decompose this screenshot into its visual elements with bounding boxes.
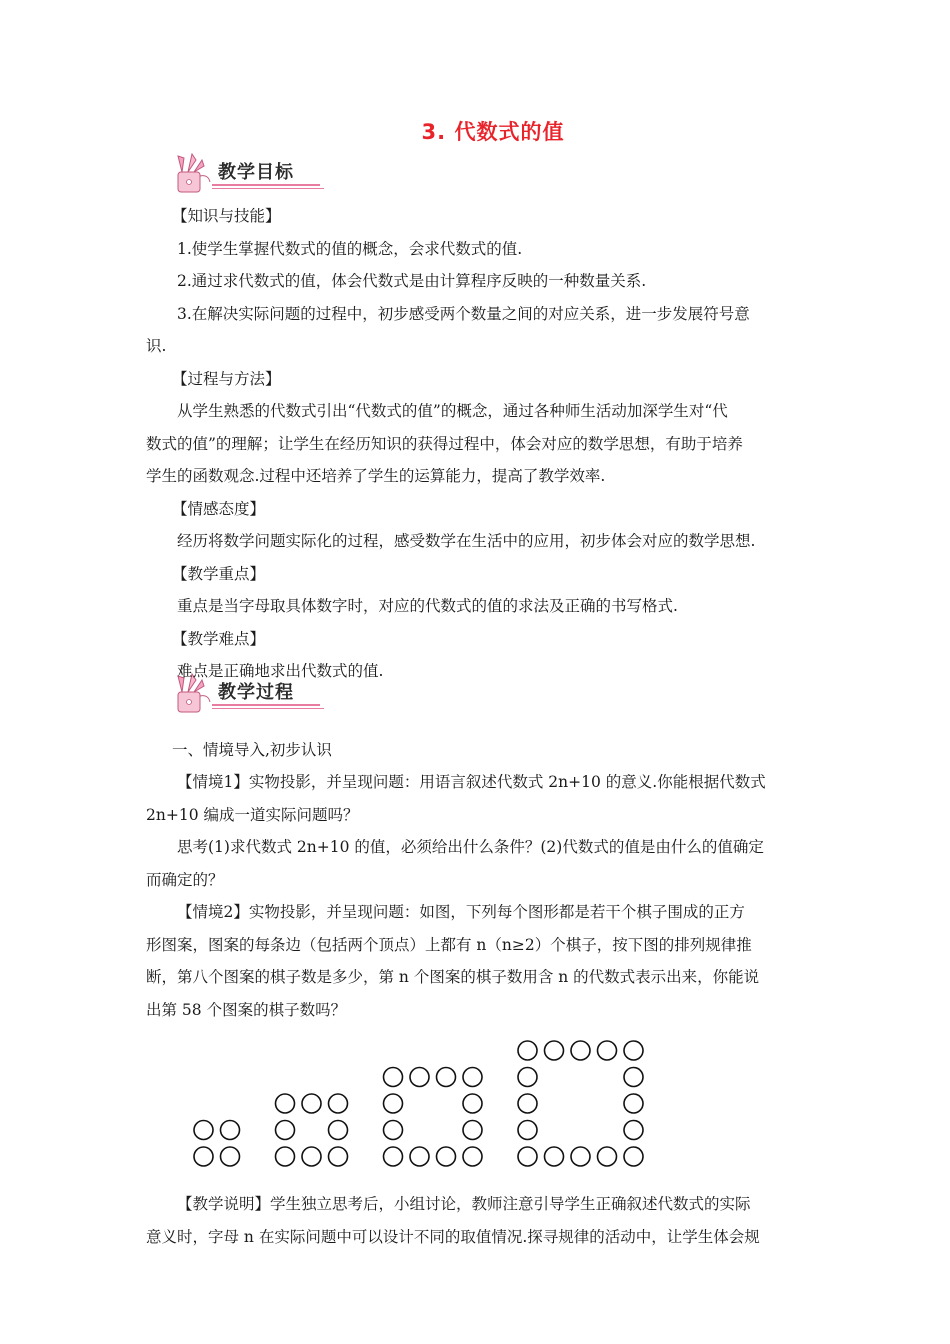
scenario-1-line-1: 【情境1】实物投影，并呈现问题：用语言叙述代数式 2n+10 的意义.你能根据代数式 <box>177 773 766 791</box>
chess-piece <box>194 1121 213 1140</box>
objectives-banner <box>172 152 332 198</box>
chess-piece <box>518 1147 537 1166</box>
chess-pattern-figure <box>146 1026 801 1186</box>
chess-piece <box>624 1094 643 1113</box>
scenario-1-line-2: 2n+10 编成一道实际问题吗？ <box>146 805 359 824</box>
chess-pattern-svg <box>182 1028 682 1178</box>
knowledge-item-2: 2.通过求代数式的值，体会代数式是由计算程序反映的一种数量关系. <box>177 272 647 290</box>
chess-piece <box>624 1147 643 1166</box>
chess-piece <box>221 1121 240 1140</box>
chess-piece <box>276 1121 295 1140</box>
pencil-cup-icon <box>172 152 218 198</box>
chess-piece <box>463 1068 482 1087</box>
scenario-2-line-4: 出第 58 个图案的棋子数吗？ <box>146 1000 347 1019</box>
method-paragraph-line-1: 从学生熟悉的代数式引出“代数式的值”的概念，通过各种师生活动加深学生对“代 <box>177 402 728 420</box>
difficulty-heading: 【教学难点】 <box>172 629 266 648</box>
chess-piece <box>545 1041 564 1060</box>
chess-pattern-n5 <box>518 1041 643 1166</box>
chess-piece <box>302 1094 321 1113</box>
method-heading: 【过程与方法】 <box>172 369 281 388</box>
chess-piece <box>437 1068 456 1087</box>
objectives-banner-label: 教学目标 <box>218 162 294 183</box>
knowledge-heading: 【知识与技能】 <box>172 207 281 225</box>
knowledge-item-1: 1.使学生掌握代数式的值的概念，会求代数式的值. <box>177 239 523 258</box>
emotion-paragraph: 经历将数学问题实际化的过程，感受数学在生活中的应用，初步体会对应的数学思想. <box>177 532 756 550</box>
chess-piece <box>329 1121 348 1140</box>
chess-piece <box>384 1121 403 1140</box>
chess-piece <box>302 1147 321 1166</box>
thinking-line-1: 思考(1)求代数式 2n+10 的值，必须给出什么条件？(2)代数式的值是由什么的值确定 <box>177 838 764 856</box>
key-point-heading: 【教学重点】 <box>172 564 266 583</box>
thinking-line-2: 而确定的？ <box>146 870 224 889</box>
chess-piece <box>598 1147 617 1166</box>
method-paragraph-line-3: 学生的函数观念.过程中还培养了学生的运算能力，提高了教学效率. <box>146 467 606 485</box>
teaching-note-line-2: 意义时，字母 n 在实际问题中可以设计不同的取值情况.探寻规律的活动中，让学生体会规 <box>146 1227 760 1246</box>
chess-piece <box>624 1041 643 1060</box>
chess-piece <box>329 1147 348 1166</box>
chess-piece <box>518 1121 537 1140</box>
chess-pattern-n4 <box>384 1068 483 1167</box>
chess-piece <box>194 1147 213 1166</box>
chess-piece <box>624 1068 643 1087</box>
chess-piece <box>276 1094 295 1113</box>
page-title: 3. 代数式的值 <box>421 120 565 144</box>
chess-piece <box>571 1041 590 1060</box>
process-section-heading: 一、情境导入,初步认识 <box>172 740 332 759</box>
difficulty-paragraph: 难点是正确地求出代数式的值. <box>177 662 384 680</box>
chess-piece <box>329 1094 348 1113</box>
chess-piece <box>545 1147 564 1166</box>
chess-piece <box>384 1094 403 1113</box>
document-body <box>146 200 801 1253</box>
chess-piece <box>518 1094 537 1113</box>
process-banner-label: 教学过程 <box>218 682 294 703</box>
chess-piece <box>276 1147 295 1166</box>
chess-pattern-n2 <box>194 1121 240 1167</box>
chess-piece <box>384 1068 403 1087</box>
key-point-paragraph: 重点是当字母取具体数字时，对应的代数式的值的求法及正确的书写格式. <box>177 597 678 615</box>
chess-piece <box>437 1147 456 1166</box>
chess-piece <box>410 1068 429 1087</box>
chess-piece <box>221 1147 240 1166</box>
chess-piece <box>463 1094 482 1113</box>
chess-pattern-n3 <box>276 1094 348 1166</box>
scenario-2-line-3: 断，第八个图案的棋子数是多少，第 n 个图案的棋子数用含 n 的代数式表示出来，你能说 <box>146 968 760 986</box>
knowledge-item-3-cont: 识. <box>146 337 167 355</box>
method-paragraph-line-2: 数式的值”的理解；让学生在经历知识的获得过程中，体会对应的数学思想，有助于培养 <box>146 434 743 453</box>
chess-piece <box>384 1147 403 1166</box>
chess-piece <box>518 1041 537 1060</box>
chess-piece <box>598 1041 617 1060</box>
chess-piece <box>463 1121 482 1140</box>
chess-piece <box>463 1147 482 1166</box>
scenario-2-line-1: 【情境2】实物投影，并呈现问题：如图，下列每个图形都是若干个棋子围成的正方 <box>177 903 745 921</box>
chess-piece <box>624 1121 643 1140</box>
knowledge-item-3: 3.在解决实际问题的过程中，初步感受两个数量之间的对应关系，进一步发展符号意 <box>177 304 750 323</box>
chess-piece <box>410 1147 429 1166</box>
chess-piece <box>571 1147 590 1166</box>
emotion-heading: 【情感态度】 <box>172 499 266 518</box>
scenario-2-line-2: 形图案，图案的每条边（包括两个顶点）上都有 n（n≥2）个棋子，按下图的排列规律推 <box>146 935 752 954</box>
teaching-note-line-1: 【教学说明】学生独立思考后，小组讨论，教师注意引导学生正确叙述代数式的实际 <box>177 1195 751 1213</box>
chess-piece <box>518 1068 537 1087</box>
